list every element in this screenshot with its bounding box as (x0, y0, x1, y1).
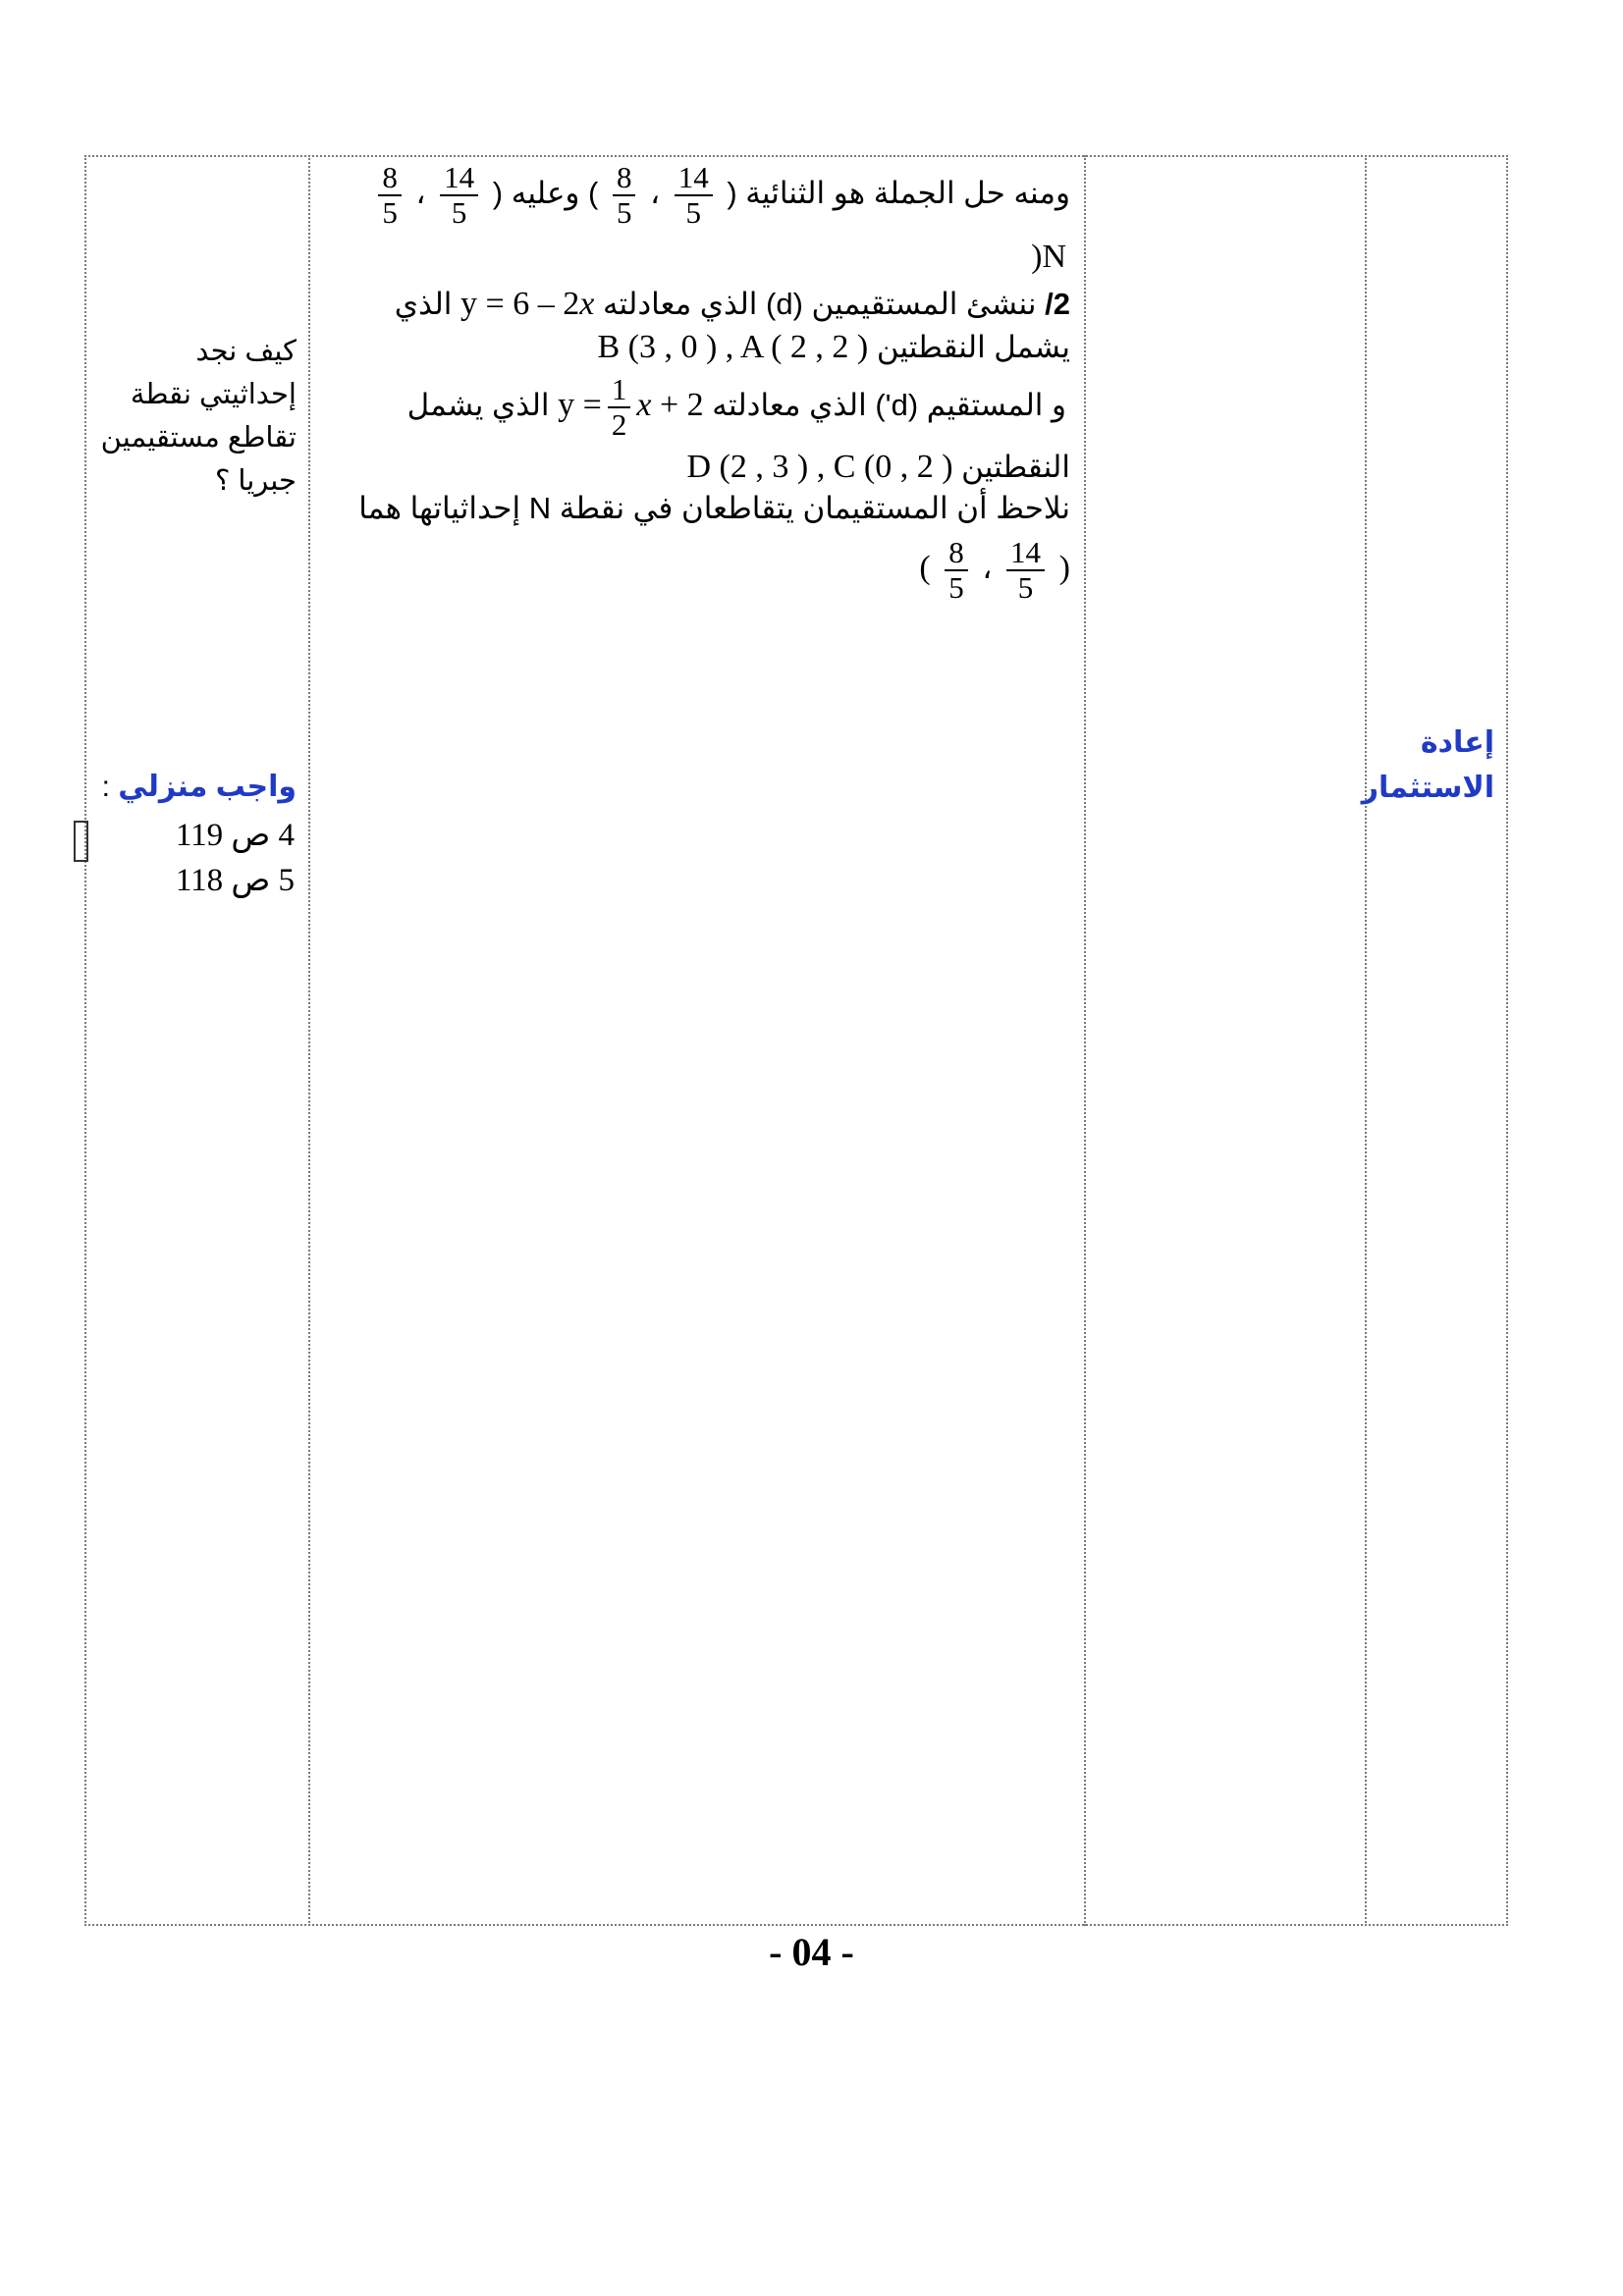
points-text: النقطتين (961, 450, 1070, 484)
denominator: 5 (948, 570, 964, 605)
stage-label (1362, 721, 1494, 811)
intersection-note: نلاحظ أن المستقيمان يتقاطعان في نقطة N إحداثياتها هما (358, 491, 1070, 525)
separator: ، (650, 176, 661, 211)
line-d-prime-construction (407, 373, 1066, 442)
fraction (1006, 536, 1045, 605)
numerator: 8 (613, 161, 636, 196)
fraction (608, 373, 631, 442)
fraction (440, 161, 478, 230)
line-d-points (597, 328, 1070, 367)
line-d-construction (395, 285, 1070, 324)
construction-text: الذي يشمل (406, 387, 550, 422)
homework-item: 5 ص 118 (175, 863, 295, 898)
equation (460, 285, 594, 324)
guiding-question: كيف نجد إحداثيتي نقطة تقاطع مستقيمين جبريا ؟ (100, 336, 297, 497)
homework-title-text: واجب منزلي (118, 771, 297, 803)
separator: ، (415, 176, 426, 211)
denominator: 5 (685, 195, 701, 230)
stage-label-line2: الاستثمار (1361, 772, 1494, 804)
numerator: 8 (378, 161, 402, 196)
denominator: 5 (1017, 570, 1034, 605)
intersection-coordinates (919, 536, 1070, 605)
fraction (378, 161, 402, 230)
solution-text: ومنه حل الجملة هو الثنائية ( (727, 176, 1070, 211)
points-coordinates: D (2 , 3 ) , C (0 , 2 ) (686, 449, 953, 485)
denominator: 5 (382, 195, 398, 230)
denominator: 5 (451, 195, 467, 230)
denominator: 5 (616, 195, 632, 230)
numerator: 14 (1006, 536, 1045, 571)
content-column (308, 155, 1084, 1926)
stage-label-line1: إعادة (1420, 726, 1494, 759)
numerator: 8 (945, 536, 968, 571)
equation-text: y = 6 – 2 (460, 286, 580, 322)
denominator: 2 (611, 407, 627, 442)
homework-colon: : (101, 771, 110, 803)
checkbox-mark (74, 821, 88, 862)
points-coordinates: B (3 , 0 ) , A ( 2 , 2 ) (597, 329, 869, 365)
equation-text: y = (558, 386, 602, 423)
homework-item: 4 ص 119 (175, 818, 295, 853)
equation (558, 373, 703, 442)
separator: ، (982, 551, 993, 586)
solution-line (372, 161, 1070, 230)
point-label-line: N( (1031, 239, 1066, 275)
paren: ) (919, 550, 931, 587)
solution-text: ) وعليه ( (492, 176, 599, 211)
numerator: 14 (440, 161, 478, 196)
numerator: 1 (608, 373, 631, 408)
page-number: - 04 - (769, 1930, 854, 1974)
fraction (945, 536, 968, 605)
item-number: 2/ (1045, 287, 1070, 321)
construction-text: الذي (394, 287, 453, 321)
construction-text: و المستقيم (d') الذي معادلته (712, 387, 1066, 422)
numerator: 14 (675, 161, 713, 196)
points-text: يشمل النقطتين (876, 330, 1070, 364)
notes-column (84, 155, 308, 1926)
homework-title (102, 766, 297, 809)
equation-text: + 2 (659, 386, 704, 423)
fraction (675, 161, 713, 230)
line-d-prime-points (687, 448, 1071, 487)
variable-x: x (636, 386, 652, 423)
construction-text: ننشئ المستقيمين (d) الذي معادلته (602, 287, 1037, 321)
fraction (613, 161, 636, 230)
variable-x: x (579, 286, 595, 322)
paren: ( (1058, 550, 1070, 587)
column-divider (1084, 155, 1086, 1926)
stage-column (1361, 155, 1508, 1926)
